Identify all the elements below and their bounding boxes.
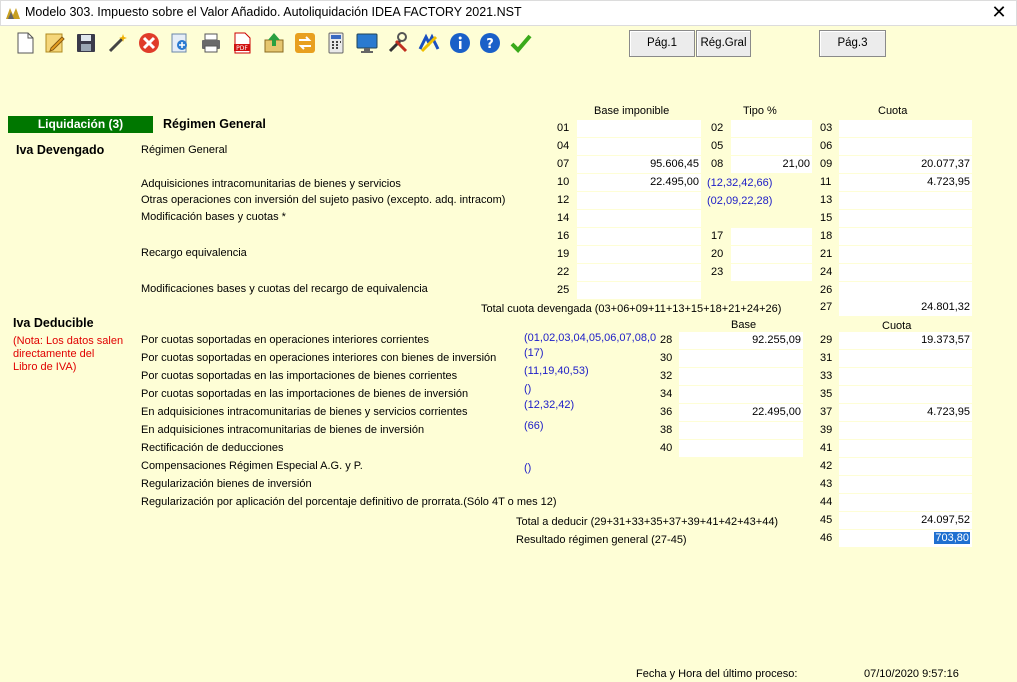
pdf-icon[interactable] [230, 31, 254, 55]
tipo-field[interactable] [731, 120, 812, 137]
box-number: 05 [711, 140, 724, 152]
browse-icon[interactable] [168, 31, 192, 55]
app-logo-icon [6, 7, 20, 20]
box-number: 33 [820, 370, 833, 382]
header-cuota: Cuota [878, 105, 908, 117]
base-imponible-field[interactable] [577, 138, 701, 155]
page-1-button[interactable]: Pág.1 [629, 30, 695, 57]
resultado-value[interactable]: 703,80 [935, 532, 969, 544]
resultado-field[interactable] [839, 530, 972, 547]
label-resultado: Resultado régimen general (27-45) [516, 534, 687, 546]
box-number: 21 [820, 248, 833, 260]
label-regimen-general: Régimen General [141, 144, 228, 156]
base-imponible-field[interactable] [577, 192, 701, 209]
deducible-note-line-2: directamente del [13, 348, 95, 360]
box-number: 04 [557, 140, 570, 152]
calculator-icon[interactable] [324, 31, 348, 55]
save-disk-icon[interactable] [74, 31, 98, 55]
deducible-label: En adquisiciones intracomunitarias de bienes de inversión [141, 424, 425, 436]
base-deducible-field[interactable] [679, 386, 803, 403]
tipo-field[interactable] [731, 264, 812, 281]
box-number: 25 [557, 284, 570, 296]
label-recargo-equivalencia: Recargo equivalencia [141, 247, 247, 259]
regimen-general-title: Régimen General [163, 117, 266, 131]
deducible-note-line-1: (Nota: Los datos salen [13, 335, 124, 347]
liquidacion-banner: Liquidación (3) [8, 116, 153, 133]
cuota-field[interactable]: 20.077,37 [839, 156, 972, 173]
box-number: 28 [660, 334, 673, 346]
box-number: 27 [820, 301, 833, 313]
deducible-hint: (11,19,40,53) [524, 365, 589, 377]
box-number: 16 [557, 230, 570, 242]
box-number: 26 [820, 284, 833, 296]
deducible-hint: () [524, 462, 532, 474]
deducible-label: Por cuotas soportadas en las importaciones de bienes corrientes [141, 370, 458, 382]
cuota-field[interactable] [839, 192, 972, 209]
label-total-devengada: Total cuota devengada (03+06+09+11+13+15+18+21+24+26) [481, 303, 782, 315]
footer-label: Fecha y Hora del último proceso: [636, 668, 798, 680]
tipo-field[interactable] [731, 246, 812, 263]
svg-text:?: ? [486, 37, 494, 52]
total-deducir-field[interactable]: 24.097,52 [839, 512, 972, 529]
cuota-deducible-field[interactable] [839, 368, 972, 385]
cuota-field[interactable] [839, 264, 972, 281]
box-number: 01 [557, 122, 570, 134]
box-number: 10 [557, 176, 570, 188]
deducible-label: Regularización por aplicación del porcentaje definitivo de prorrata.(Sólo 4T o mes 12) [141, 496, 557, 508]
cuota-deducible-field[interactable] [839, 350, 972, 367]
edit-note-icon[interactable] [43, 31, 67, 55]
deducible-label: Por cuotas soportadas en operaciones interiores con bienes de inversión [141, 352, 497, 364]
base-imponible-field[interactable] [577, 282, 701, 299]
submit-aeat-icon[interactable] [417, 31, 441, 55]
base-deducible-field[interactable]: 92.255,09 [679, 332, 803, 349]
box-number: 30 [660, 352, 673, 364]
svg-text:PDF: PDF [236, 45, 248, 52]
new-document-icon[interactable] [13, 31, 37, 55]
box-number: 37 [820, 406, 833, 418]
base-deducible-field[interactable] [679, 368, 803, 385]
window-title: Modelo 303. Impuesto sobre el Valor Añadido. Autoliquidación IDEA FACTORY 2021.NST [25, 5, 522, 19]
footer-datetime: 07/10/2020 9:57:16 [864, 668, 959, 680]
box-number: 34 [660, 388, 673, 400]
box-number: 44 [820, 496, 833, 508]
base-imponible-field[interactable]: 22.495,00 [577, 174, 701, 191]
cuota-field[interactable]: 4.723,95 [839, 174, 972, 191]
box-number: 02 [711, 122, 724, 134]
tools-icon[interactable] [386, 31, 410, 55]
label-modificacion-bases: Modificación bases y cuotas * [141, 211, 286, 223]
info-icon[interactable] [448, 31, 472, 55]
exchange-icon[interactable] [293, 31, 317, 55]
box-number: 23 [711, 266, 724, 278]
deducible-label: Por cuotas soportadas en las importaciones de bienes de inversión [141, 388, 469, 400]
base-deducible-field[interactable] [679, 350, 803, 367]
deducible-hint: () [524, 383, 532, 395]
box-number: 39 [820, 424, 833, 436]
box-number: 41 [820, 442, 833, 454]
box-number: 32 [660, 370, 673, 382]
box-number: 14 [557, 212, 570, 224]
box-number: 06 [820, 140, 833, 152]
label-otras-operaciones: Otras operaciones con inversión del sujeto pasivo (excepto. adq. intracom) [141, 194, 506, 206]
hint-adq: (12,32,42,66) [707, 177, 773, 189]
box-number: 19 [557, 248, 570, 260]
cuota-deducible-field[interactable] [839, 386, 972, 403]
deducible-note-line-3: Libro de IVA) [13, 361, 77, 373]
box-number: 07 [557, 158, 570, 170]
cuota-deducible-field[interactable] [839, 440, 972, 457]
hint-otras: (02,09,22,28) [707, 195, 773, 207]
iva-deducible-title: Iva Deducible [13, 316, 94, 330]
box-number: 38 [660, 424, 673, 436]
tipo-field[interactable]: 21,00 [731, 156, 812, 173]
cuota-deducible-field[interactable] [839, 458, 972, 475]
box-number: 22 [557, 266, 570, 278]
box-number: 17 [711, 230, 724, 242]
box-number: 13 [820, 194, 833, 206]
check-icon[interactable] [509, 31, 533, 55]
page-3-button[interactable]: Pág.3 [819, 30, 886, 57]
monitor-icon[interactable] [355, 31, 379, 55]
label-total-deducir: Total a deducir (29+31+33+35+37+39+41+42+43+44) [516, 516, 779, 528]
base-deducible-field[interactable] [679, 440, 803, 457]
tipo-field[interactable] [731, 228, 812, 245]
tipo-field[interactable] [731, 138, 812, 155]
box-number: 24 [820, 266, 833, 278]
cuota-field[interactable] [839, 282, 972, 299]
base-imponible-field[interactable] [577, 264, 701, 281]
box-number: 18 [820, 230, 833, 242]
base-imponible-field[interactable] [577, 228, 701, 245]
box-number: 36 [660, 406, 673, 418]
box-number: 46 [820, 532, 833, 544]
close-icon[interactable]: ✕ [991, 2, 1007, 23]
base-imponible-field[interactable] [577, 210, 701, 227]
box-number: 35 [820, 388, 833, 400]
box-number: 12 [557, 194, 570, 206]
box-number: 09 [820, 158, 833, 170]
deducible-hint: (01,02,03,04,05,06,07,08,0 [524, 332, 657, 344]
cuota-deducible-field[interactable] [839, 494, 972, 511]
cuota-field[interactable] [839, 228, 972, 245]
cuota-deducible-field[interactable]: 4.723,95 [839, 404, 972, 421]
help-icon[interactable] [478, 31, 502, 55]
cuota-field[interactable] [839, 138, 972, 155]
cuota-field[interactable] [839, 246, 972, 263]
cancel-icon[interactable] [137, 31, 161, 55]
base-imponible-field[interactable] [577, 246, 701, 263]
cuota-field[interactable] [839, 210, 972, 227]
deducible-label: Por cuotas soportadas en operaciones interiores corrientes [141, 334, 429, 346]
deducible-hint: (66) [524, 420, 544, 432]
box-number: 15 [820, 212, 833, 224]
box-number: 29 [820, 334, 833, 346]
box-number: 03 [820, 122, 833, 134]
magic-wand-icon[interactable] [106, 31, 130, 55]
cuota-field[interactable] [839, 120, 972, 137]
cuota-deducible-field[interactable]: 19.373,57 [839, 332, 972, 349]
header-tipo: Tipo % [743, 105, 777, 117]
cuota-deducible-field[interactable] [839, 476, 972, 493]
deducible-hint: (17) [524, 347, 544, 359]
box-number: 31 [820, 352, 833, 364]
cuota-deducible-field[interactable] [839, 422, 972, 439]
deducible-label: En adquisiciones intracomunitarias de bienes y servicios corrientes [141, 406, 468, 418]
box-number: 45 [820, 514, 833, 526]
header-cuota-deducible: Cuota [882, 320, 912, 332]
box-number: 40 [660, 442, 673, 454]
deducible-label: Regularización bienes de inversión [141, 478, 312, 490]
header-base-imponible: Base imponible [594, 105, 670, 117]
deducible-hint: (12,32,42) [524, 399, 575, 411]
box-number: 42 [820, 460, 833, 472]
base-deducible-field[interactable]: 22.495,00 [679, 404, 803, 421]
header-base: Base [731, 319, 757, 331]
box-number: 20 [711, 248, 724, 260]
regimen-general-button[interactable]: Rég.Gral [696, 30, 751, 57]
box-number: 11 [820, 176, 832, 188]
iva-devengado-title: Iva Devengado [16, 143, 105, 157]
deducible-label: Rectificación de deducciones [141, 442, 284, 454]
label-mod-recargo: Modificaciones bases y cuotas del recargo de equivalencia [141, 283, 428, 295]
export-icon[interactable] [262, 31, 286, 55]
deducible-label: Compensaciones Régimen Especial A.G. y P. [141, 460, 363, 472]
base-deducible-field[interactable] [679, 422, 803, 439]
label-adq-intracomunitarias: Adquisiciones intracomunitarias de bienes y servicios [141, 178, 401, 190]
base-imponible-field[interactable]: 95.606,45 [577, 156, 701, 173]
printer-icon[interactable] [199, 31, 223, 55]
box-number: 08 [711, 158, 724, 170]
base-imponible-field[interactable] [577, 120, 701, 137]
total-devengada-field[interactable]: 24.801,32 [839, 299, 972, 316]
box-number: 43 [820, 478, 833, 490]
